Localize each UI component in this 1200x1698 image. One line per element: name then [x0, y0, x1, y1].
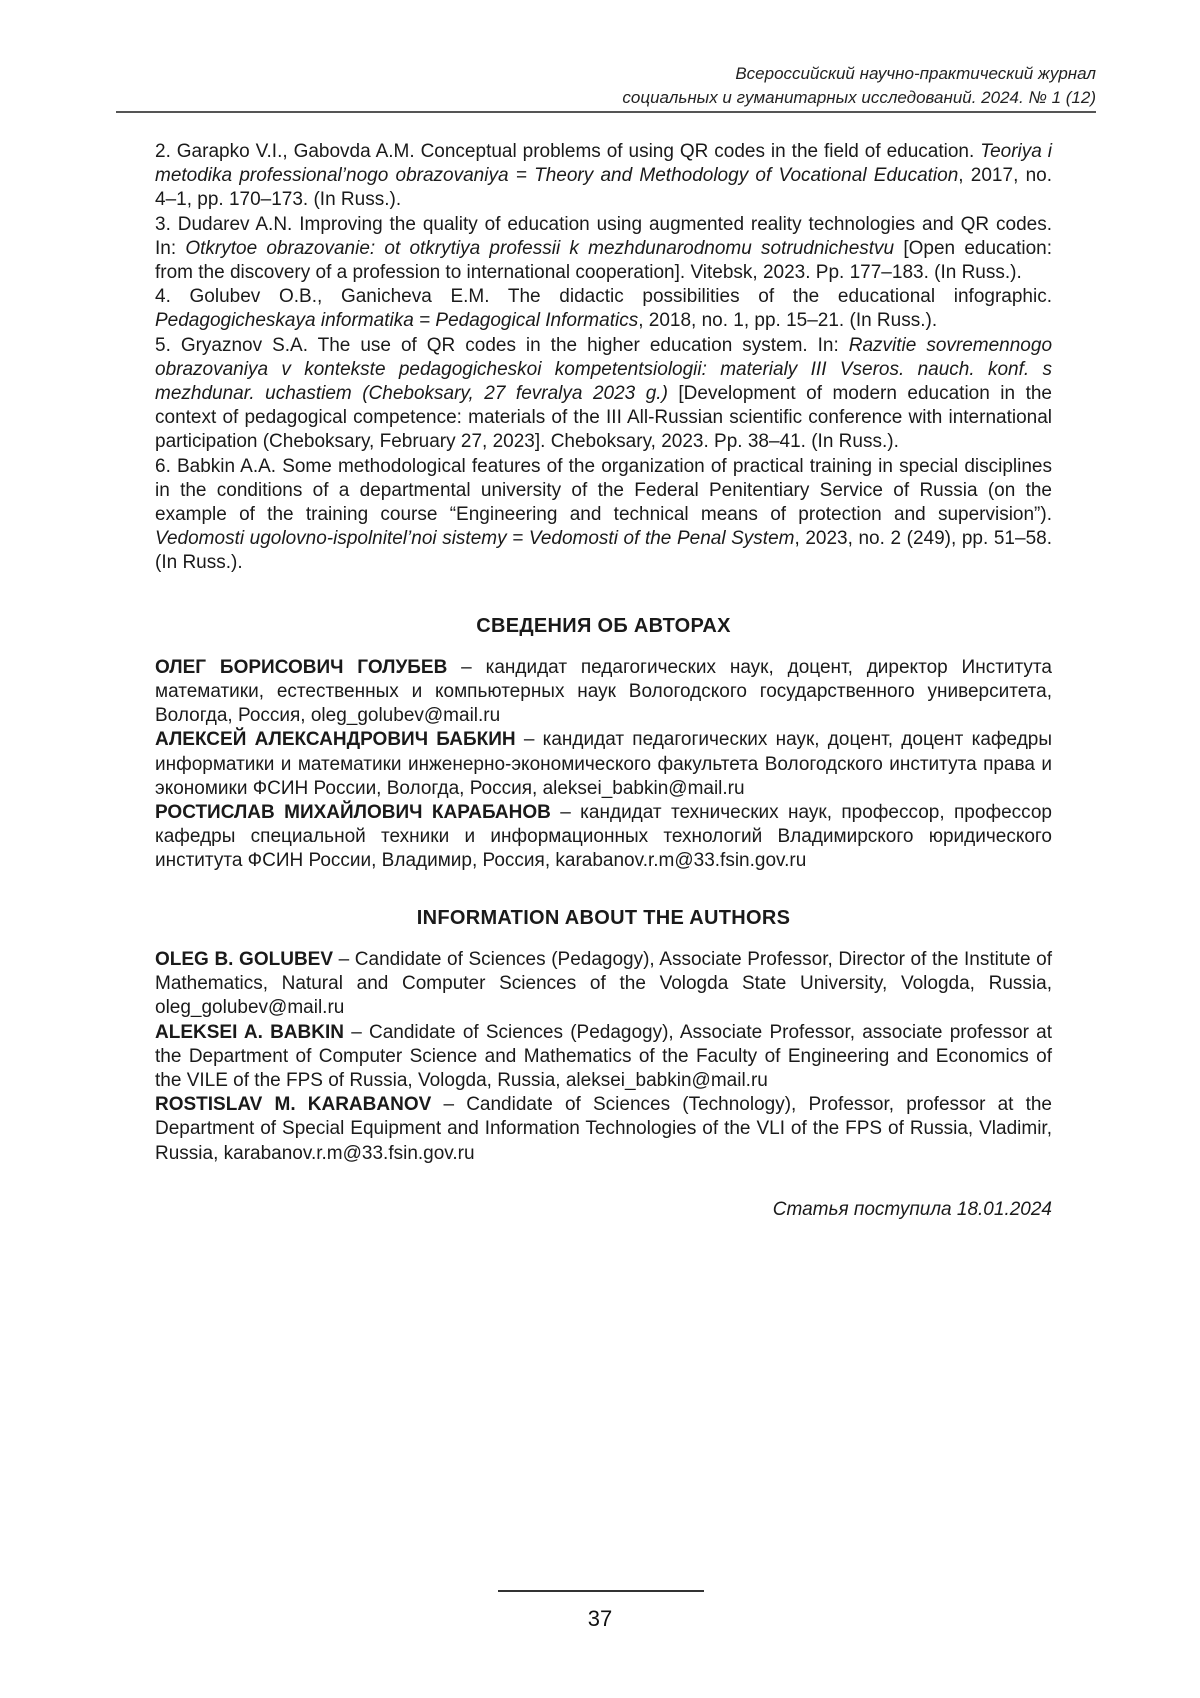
reference-item: 5. Gryaznov S.A. The use of QR codes in the higher education system. In: Razvitie sovremennogo obrazovaniya v kontekste pedagogicheskoi kompetentsiologii: materialy III Vseros. nauch. konf. s mezhdunar. uchastiem (Cheboksary, 27 fevralya 2023 g.) [Development of modern education in the context of pedagogical competence: materials of the III All-Russian scientific conference with international participation (Cheboksary, February 27, 2023]. Cheboksary, 2023. Pp. 38–41. (In Russ.). [155, 334, 1053, 453]
author-name: АЛЕКСЕЙ АЛЕКСАНДРОВИЧ БАБКИН [155, 729, 516, 751]
authors-list-en [155, 948, 1052, 1166]
author-name: OLEG B. GOLUBEV [155, 948, 334, 970]
running-header [116, 62, 1096, 110]
reference-list [155, 140, 1052, 576]
header-rule [116, 111, 1096, 113]
journal-title-line-1: Всероссийский научно-практический журнал [735, 64, 1096, 83]
author-name: ALEKSEI A. BABKIN [155, 1021, 344, 1043]
reference-item: 3. Dudarev A.N. Improving the quality of education using augmented reality technologies and QR codes. In: Otkrytoe obrazovanie: ot otkrytiya professii k mezhdunarodnomu sotrudnichestvu [Open education: from the discovery of a profession to international cooperation]. Vitebsk, 2023. Pp. 177–183. (In Russ.). [155, 213, 1053, 284]
footer-rule [498, 1590, 704, 1592]
author-name: РОСТИСЛАВ МИХАЙЛОВИЧ КАРАБАНОВ [155, 802, 551, 824]
reference-item: 2. Garapko V.I., Gabovda A.M. Conceptual problems of using QR codes in the field of education. Teoriya i metodika professional’nogo obrazovaniya = Theory and Methodology of Vocational Education, 2017, no. 4–1, pp. 170–173. (In Russ.). [155, 141, 1052, 211]
author-entry: OLEG B. GOLUBEV – Candidate of Sciences (Pedagogy), Associate Professor, Director of the Institute of Mathematics, Natural and Computer Sciences of the Vologda State University, Vologda, Russia, oleg_golubev@mail.ru [155, 948, 1052, 1019]
section-title-authors-en: INFORMATION ABOUT THE AUTHORS [416, 906, 791, 929]
page-content [155, 140, 1052, 1222]
reference-item: 6. Babkin A.A. Some methodological features of the organization of practical training in special disciplines in the conditions of a departmental university of the Federal Penitentiary Service of Russia (on the example of the training course “Engineering and technical means of protection and supervision”). Vedomosti ugolovno-ispolnitel’noi sistemy = Vedomosti of the Penal System, 2023, no. 2 (249), pp. 51–58. (In Russ.). [155, 455, 1052, 574]
author-name: ROSTISLAV M. KARABANOV [155, 1094, 432, 1116]
author-name: ОЛЕГ БОРИСОВИЧ ГОЛУБЕВ [155, 656, 448, 678]
author-entry: ОЛЕГ БОРИСОВИЧ ГОЛУБЕВ – кандидат педагогических наук, доцент, директор Института математики, естественных и компьютерных наук Вологодского государственного университета, Вологда, Россия, oleg_golubev@mail.ru [155, 656, 1052, 727]
received-date: Статья поступила 18.01.2024 [772, 1198, 1052, 1220]
author-entry: ALEKSEI A. BABKIN – Candidate of Sciences (Pedagogy), Associate Professor, associate professor at the Department of Computer Science and Mathematics of the Faculty of Engineering and Economics of the VILE of the FPS of Russia, Vologda, Russia, aleksei_babkin@mail.ru [155, 1021, 1052, 1091]
page-number: 37 [587, 1606, 613, 1631]
section-title-authors-ru: СВЕДЕНИЯ ОБ АВТОРАХ [476, 614, 731, 637]
reference-item: 4. Golubev O.B., Ganicheva E.M. The didactic possibilities of the educational infographic. Pedagogicheskaya informatika = Pedagogical Informatics, 2018, no. 1, pp. 15–21. (In Russ.). [155, 286, 1052, 332]
authors-list-ru [155, 656, 1052, 874]
journal-title-line-2: социальных и гуманитарных исследований. 2024. № 1 (12) [622, 88, 1096, 107]
author-entry: АЛЕКСЕЙ АЛЕКСАНДРОВИЧ БАБКИН – кандидат педагогических наук, доцент, доцент кафедры информатики и математики инженерно-экономического факультета Вологодского института права и экономики ФСИН России, Вологда, Россия, aleksei_babkin@mail.ru [155, 729, 1053, 799]
author-entry: ROSTISLAV M. KARABANOV – Candidate of Sciences (Technology), Professor, professor at the Department of Special Equipment and Information Technologies of the VLI of the FPS of Russia, Vladimir, Russia, karabanov.r.m@33.fsin.gov.ru [155, 1094, 1053, 1164]
author-entry: РОСТИСЛАВ МИХАЙЛОВИЧ КАРАБАНОВ – кандидат технических наук, профессор, профессор кафедры специальной техники и информационных технологий Владимирского юридического института ФСИН России, Владимир, Россия, karabanov.r.m@33.fsin.gov.ru [155, 802, 1052, 872]
